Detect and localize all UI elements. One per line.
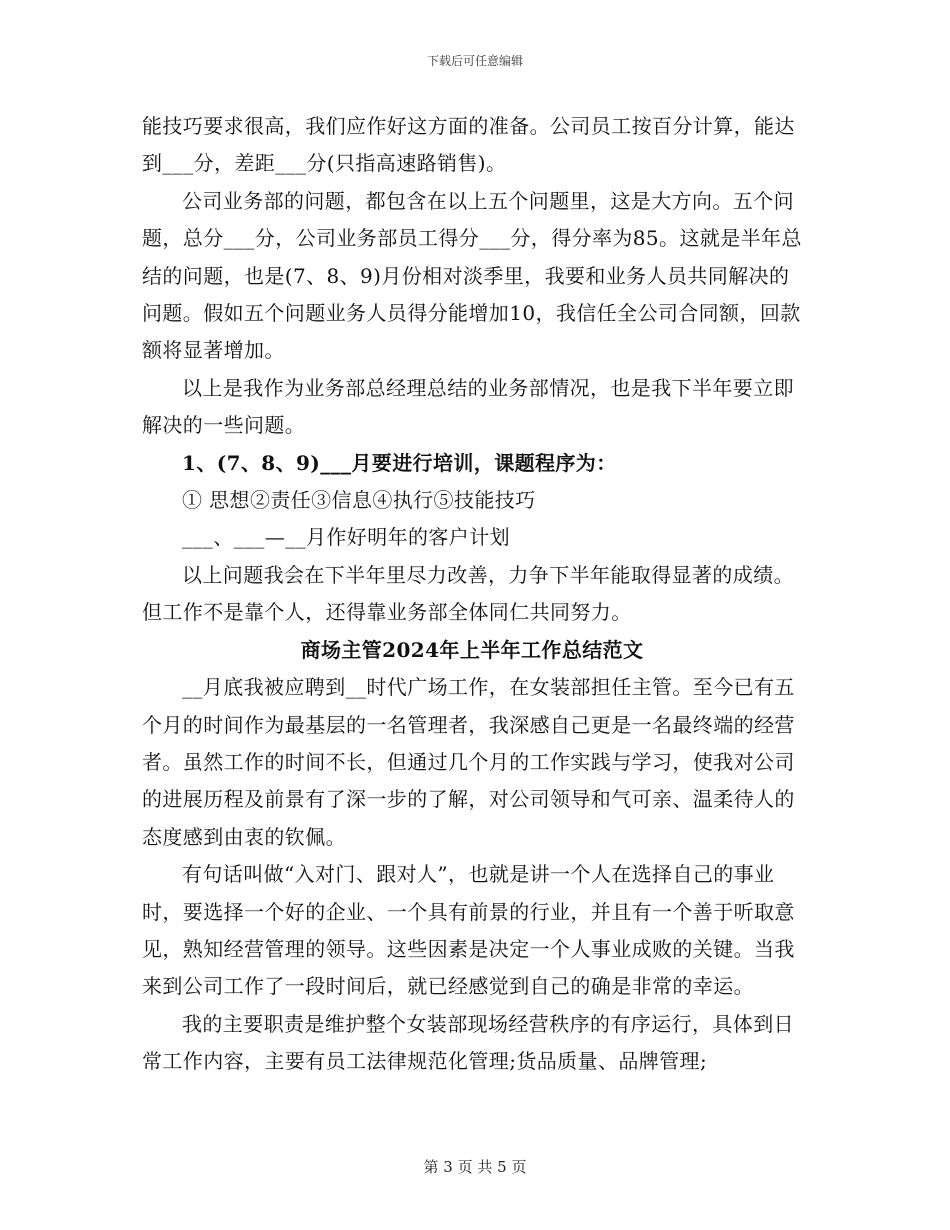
document-body (142, 108, 802, 1081)
paragraph-summary: 以上是我作为业务部总经理总结的业务部情况，也是我下半年要立即解决的一些问题。 (142, 375, 794, 438)
section-title: 商场主管2024年上半年工作总结范文 (300, 637, 644, 662)
training-heading: 1、(7、8、9)___月要进行培训，课题程序为： (182, 450, 617, 475)
training-topics: ① 思想②责任③信息④执行⑤技能技巧 (182, 488, 536, 513)
client-plan-line: ___、___—__月作好明年的客户计划 (182, 525, 510, 550)
paragraph-closing: 以上问题我会在下半年里尽力改善，力争下半年能取得显著的成绩。但工作不是靠个人，还得靠业务部全体同仁共同努力。 (142, 562, 794, 625)
paragraph-intro: __月底我被应聘到__时代广场工作，在女装部担任主管。至今已有五个月的时间作为最基层的一名管理者，我深感自己更是一名最终端的经营者。虽然工作的时间不长，但通过几个月的工作实践与学习，使我对公司的进展历程及前景有了深一步的了解，对公司领导和气可亲、温柔待人的态度感到由衷的钦佩。 (142, 675, 795, 849)
page-header-note: 下载后可任意编辑 (426, 54, 523, 68)
paragraph-business-issues: 公司业务部的问题，都包含在以上五个问题里，这是大方向。五个问题，总分___分，公司业务部员工得分___分，得分率为85。这就是半年总结的问题，也是(7、8、9)月份相对淡季里，我要和业务人员共同解决的问题。假如五个问题业务人员得分能增加10，我信任全公司合同额，回款额将显著增加。 (142, 188, 802, 363)
page-number: 第 3 页 共 5 页 (423, 1158, 527, 1176)
paragraph-duties: 我的主要职责是维护整个女装部现场经营秩序的有序运行，具体到日常工作内容，主要有员工法律规范化管理;货品质量、品牌管理; (142, 1011, 794, 1074)
paragraph-continuation: 能技巧要求很高，我们应作好这方面的准备。公司员工按百分计算，能达到___分，差距___分(只指高速路销售)。 (142, 114, 795, 176)
paragraph-saying: 有句话叫做“入对门、跟对人”，也就是讲一个人在选择自己的事业时，要选择一个好的企业、一个具有前景的行业，并且有一个善于听取意见，熟知经营管理的领导。这些因素是决定一个人事业成败的关键。当我来到公司工作了一段时间后，就已经感觉到自己的确是非常的幸运。 (142, 862, 795, 999)
